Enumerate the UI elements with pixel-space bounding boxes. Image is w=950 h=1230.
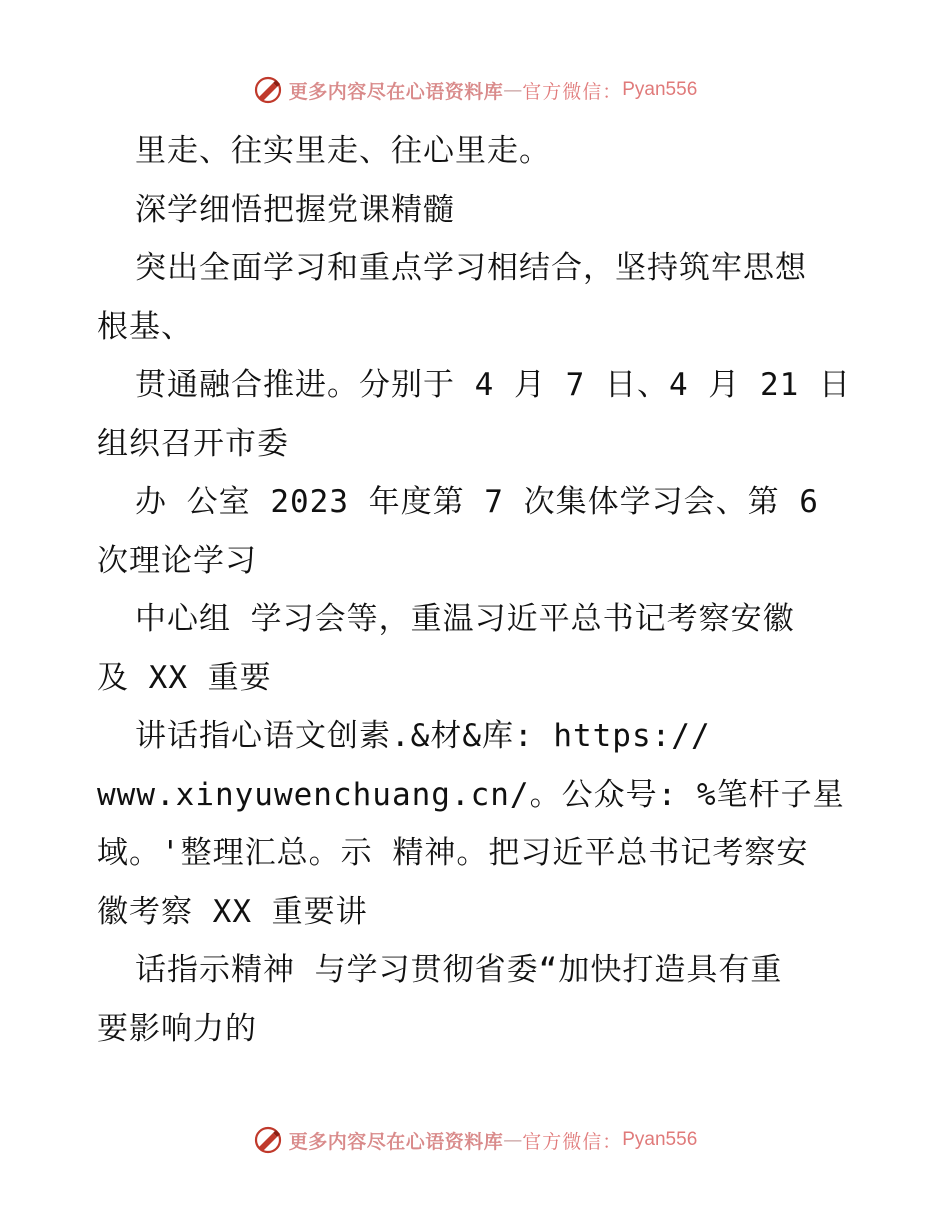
banner-main-text: 更多内容尽在心语资料库 <box>288 1130 504 1153</box>
header-banner <box>0 70 950 110</box>
body-line: 次理论学习 <box>97 542 257 579</box>
body-line: 要影响力的 <box>97 1010 257 1047</box>
body-line: 讲话指心语文创素.&材&库: https:// <box>135 718 711 754</box>
banner-main-text: 更多内容尽在心语资料库 <box>288 80 504 103</box>
banner-wechat-id: Pyan556 <box>622 1129 698 1150</box>
body-line: 办 公室 2023 年度第 7 次集体学习会、第 6 <box>135 484 819 520</box>
body-line: 及 XX 重要 <box>97 659 272 696</box>
footer-banner <box>0 1120 950 1160</box>
banner-wechat-id: Pyan556 <box>622 79 698 100</box>
body-line: 组织召开市委 <box>97 425 289 462</box>
pen-logo-icon <box>253 75 283 105</box>
body-line: www.xinyuwenchuang.cn/。公众号: %笔杆子星 <box>97 776 845 813</box>
banner-dash: — <box>503 79 523 101</box>
banner-official-label: 官方微信： <box>522 80 623 103</box>
body-line: 突出全面学习和重点学习相结合，坚持筑牢思想 <box>135 250 807 286</box>
section-heading: 深学细悟把握党课精髓 <box>135 191 455 228</box>
body-line: 徽考察 XX 重要讲 <box>97 893 368 930</box>
body-line: 根基、 <box>97 308 193 345</box>
body-line: 域。'整理汇总。示 精神。把习近平总书记考察安 <box>97 835 809 871</box>
banner-official-label: 官方微信： <box>522 1130 623 1153</box>
pen-logo-icon <box>253 1125 283 1155</box>
body-line: 贯通融合推进。分别于 4 月 7 日、4 月 21 日 <box>135 367 851 403</box>
body-line: 话指示精神 与学习贯彻省委“加快打造具有重 <box>135 952 783 988</box>
body-line: 中心组 学习会等，重温习近平总书记考察安徽 <box>135 601 795 637</box>
body-line: 里走、往实里走、往心里走。 <box>135 133 551 169</box>
banner-dash: — <box>503 1129 523 1151</box>
document-body <box>97 122 857 1058</box>
